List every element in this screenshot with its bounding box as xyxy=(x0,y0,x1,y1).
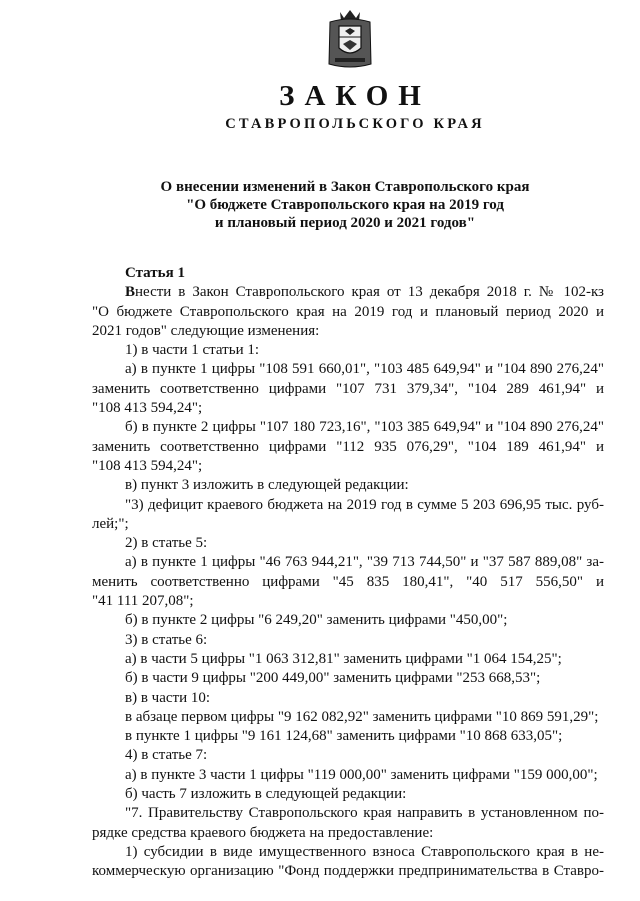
article-title: Статья 1 xyxy=(125,265,185,281)
body-line: заменить соответственно цифрами "107 731 379,34", "104 289 461,94" и xyxy=(92,380,604,397)
body-line: "3) дефицит краевого бюджета на 2019 год в сумме 5 203 696,95 тыс. руб- xyxy=(125,496,604,513)
body-line: менить соответственно цифрами "45 835 180,41", "40 517 556,50" и xyxy=(92,573,604,590)
body-line: "41 111 207,08"; xyxy=(92,593,194,610)
law-body xyxy=(92,264,604,882)
body-line: "108 413 594,24"; xyxy=(92,457,203,474)
article-intro-line xyxy=(92,283,604,302)
body-line: в) пункт 3 изложить в следующей редакции: xyxy=(125,477,409,494)
heading-line: и плановый период 2020 и 2021 годов" xyxy=(214,215,476,231)
body-line: а) в пункте 3 части 1 цифры "119 000,00" заменить цифрами "159 000,00"; xyxy=(125,766,598,783)
body-line: лей;"; xyxy=(92,515,129,532)
law-title: ЗАКОН xyxy=(279,80,431,112)
law-heading xyxy=(110,178,580,232)
body-line: б) в части 9 цифры "200 449,00" заменить цифрами "253 668,53"; xyxy=(125,670,541,687)
intro-text: нести в Закон Ставропольского края от 13 декабря 2018 г. № 102-кз xyxy=(135,284,604,301)
body-line: 2021 годов" следующие изменения: xyxy=(92,322,320,339)
body-line: 2) в статье 5: xyxy=(125,535,208,552)
body-line: в абзаце первом цифры "9 162 082,92" заменить цифрами "10 869 591,29"; xyxy=(125,708,599,725)
heading-line: "О бюджете Ставропольского края на 2019 год xyxy=(186,197,504,213)
body-line: в) в части 10: xyxy=(125,689,211,706)
body-line: а) в части 5 цифры "1 063 312,81" заменить цифрами "1 064 154,25"; xyxy=(125,650,562,667)
body-line: 4) в статье 7: xyxy=(125,747,208,764)
body-line: а) в пункте 1 цифры "46 763 944,21", "39 713 744,50" и "37 587 889,08" за- xyxy=(125,554,604,571)
body-line: а) в пункте 1 цифры "108 591 660,01", "103 485 649,94" и "104 890 276,24" xyxy=(125,361,604,378)
intro-first-letter: В xyxy=(125,284,136,301)
body-line: "7. Правительству Ставропольского края направить в установленном по- xyxy=(125,805,604,822)
body-line: 1) субсидии в виде имущественного взноса Ставропольского края в не- xyxy=(125,843,604,860)
body-line: 3) в статье 6: xyxy=(125,631,208,648)
heading-line: О внесении изменений в Закон Ставропольского края xyxy=(160,179,530,195)
body-line: "108 413 594,24"; xyxy=(92,400,203,417)
body-line: в пункте 1 цифры "9 161 124,68" заменить цифрами "10 868 633,05"; xyxy=(125,728,563,745)
body-line: б) в пункте 2 цифры "6 249,20" заменить цифрами "450,00"; xyxy=(125,612,508,629)
body-line: коммерческую организацию "Фонд поддержки предпринимательства в Ставро- xyxy=(92,863,604,880)
body-line: "О бюджете Ставропольского края на 2019 год и плановый период 2020 и xyxy=(92,303,604,320)
body-line: рядке средства краевого бюджета на предоставление: xyxy=(92,824,434,841)
coat-of-arms-icon xyxy=(325,8,375,70)
law-subtitle: СТАВРОПОЛЬСКОГО КРАЯ xyxy=(225,116,485,132)
body-line: б) в пункте 2 цифры "107 180 723,16", "103 385 649,94" и "104 890 276,24" xyxy=(125,419,604,436)
body-line: б) часть 7 изложить в следующей редакции: xyxy=(125,786,407,803)
body-line: 1) в части 1 статьи 1: xyxy=(125,342,260,359)
body-line: заменить соответственно цифрами "112 935 076,29", "104 189 461,94" и xyxy=(92,438,604,455)
